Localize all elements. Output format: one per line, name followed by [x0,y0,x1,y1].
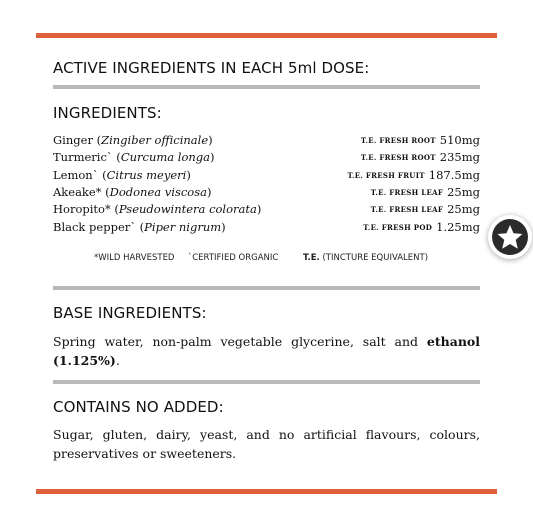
ingredient-name: Horopito* (Pseudowintera colorata) [53,202,262,217]
divider [53,286,480,290]
amount-value: 1.25mg [436,219,480,234]
ingredient-latin-name: Citrus meyeri [106,167,187,182]
ingredients-heading: INGREDIENTS: [53,104,162,122]
ingredient-mark: * [104,202,111,217]
ingredient-common-name: Horopito [53,202,105,217]
legend-te-abbr: T.E. [303,253,320,263]
bottom-accent-bar [36,489,497,494]
ingredient-common-name: Turmeric [53,150,107,165]
top-accent-bar [36,33,497,38]
ingredient-latin-name: Curcuma longa [120,150,211,165]
legend-te [303,253,428,263]
ingredient-common-name: Black pepper [53,219,131,234]
base-bold: ethanol (1.125%) [53,334,480,368]
ingredient-row [53,220,480,237]
ingredient-latin-name: Pseudowintera colorata [118,202,257,217]
ingredient-amount [347,168,480,182]
star-icon [492,219,528,255]
ingredient-name: Ginger (Zingiber officinale) [53,133,213,147]
te-type: T.E. FRESH LEAF [370,187,444,197]
te-type: T.E. FRESH ROOT [360,136,436,145]
no-added-heading: CONTAINS NO ADDED: [53,398,224,416]
ingredient-mark: ` [92,167,99,182]
ingredient-row [53,133,480,150]
te-type: T.E. FRESH ROOT [360,153,436,163]
divider [53,380,480,384]
legend-te-desc: (TINCTURE EQUIVALENT) [322,253,429,263]
no-added-text: Sugar, gluten, dairy, yeast, and no artificial flavours, colours, preservatives or sweeteners. [53,427,480,461]
ingredient-name: Akeake* (Dodonea viscosa) [53,184,212,199]
ingredient-amount [371,202,480,216]
ingredient-amount [361,150,480,164]
ingredient-row [53,202,480,219]
amount-value: 187.5mg [428,167,480,182]
ingredient-common-name: Lemon [53,167,93,182]
amount-value: 235mg [439,150,480,165]
reviews-button[interactable] [488,215,532,259]
ingredient-name: Turmeric` (Curcuma longa) [53,150,215,165]
amount-value: 510mg [439,133,480,147]
ingredient-row [53,185,480,202]
ingredient-latin-name: Piper nigrum [144,219,222,234]
ingredient-common-name: Ginger [53,133,93,147]
ingredient-mark: ` [130,219,136,234]
ingredient-amount [371,185,480,199]
amount-value: 25mg [447,202,480,217]
base-ingredients-text [53,332,480,370]
dose-heading: ACTIVE INGREDIENTS IN EACH 5ml DOSE: [53,59,370,77]
ingredient-name: Lemon` (Citrus meyeri) [53,167,191,182]
amount-value: 25mg [447,184,480,199]
ingredient-row [53,168,480,185]
ingredient-mark: * [95,184,102,199]
te-type: T.E. FRESH FRUIT [347,170,425,180]
ingredient-latin-name: Dodonea viscosa [109,184,207,199]
legend-organic: `CERTIFIED ORGANIC [188,253,279,263]
te-type: T.E. FRESH LEAF [370,205,444,215]
divider [53,85,480,89]
ingredient-amount [361,133,480,147]
ingredient-latin-name: Zingiber officinale [101,133,209,147]
base-end: . [115,353,120,368]
ingredient-row [53,150,480,167]
legend-wild: *WILD HARVESTED [94,253,175,263]
base-text: Spring water, non-palm vegetable glycerine, salt and [53,334,419,349]
ingredient-common-name: Akeake [53,184,96,199]
ingredient-name: Black pepper` (Piper nigrum) [53,219,226,234]
base-heading: BASE INGREDIENTS: [53,304,207,322]
ingredient-mark: ` [106,150,113,165]
te-type: T.E. FRESH POD [363,222,433,232]
ingredient-amount [363,220,480,234]
